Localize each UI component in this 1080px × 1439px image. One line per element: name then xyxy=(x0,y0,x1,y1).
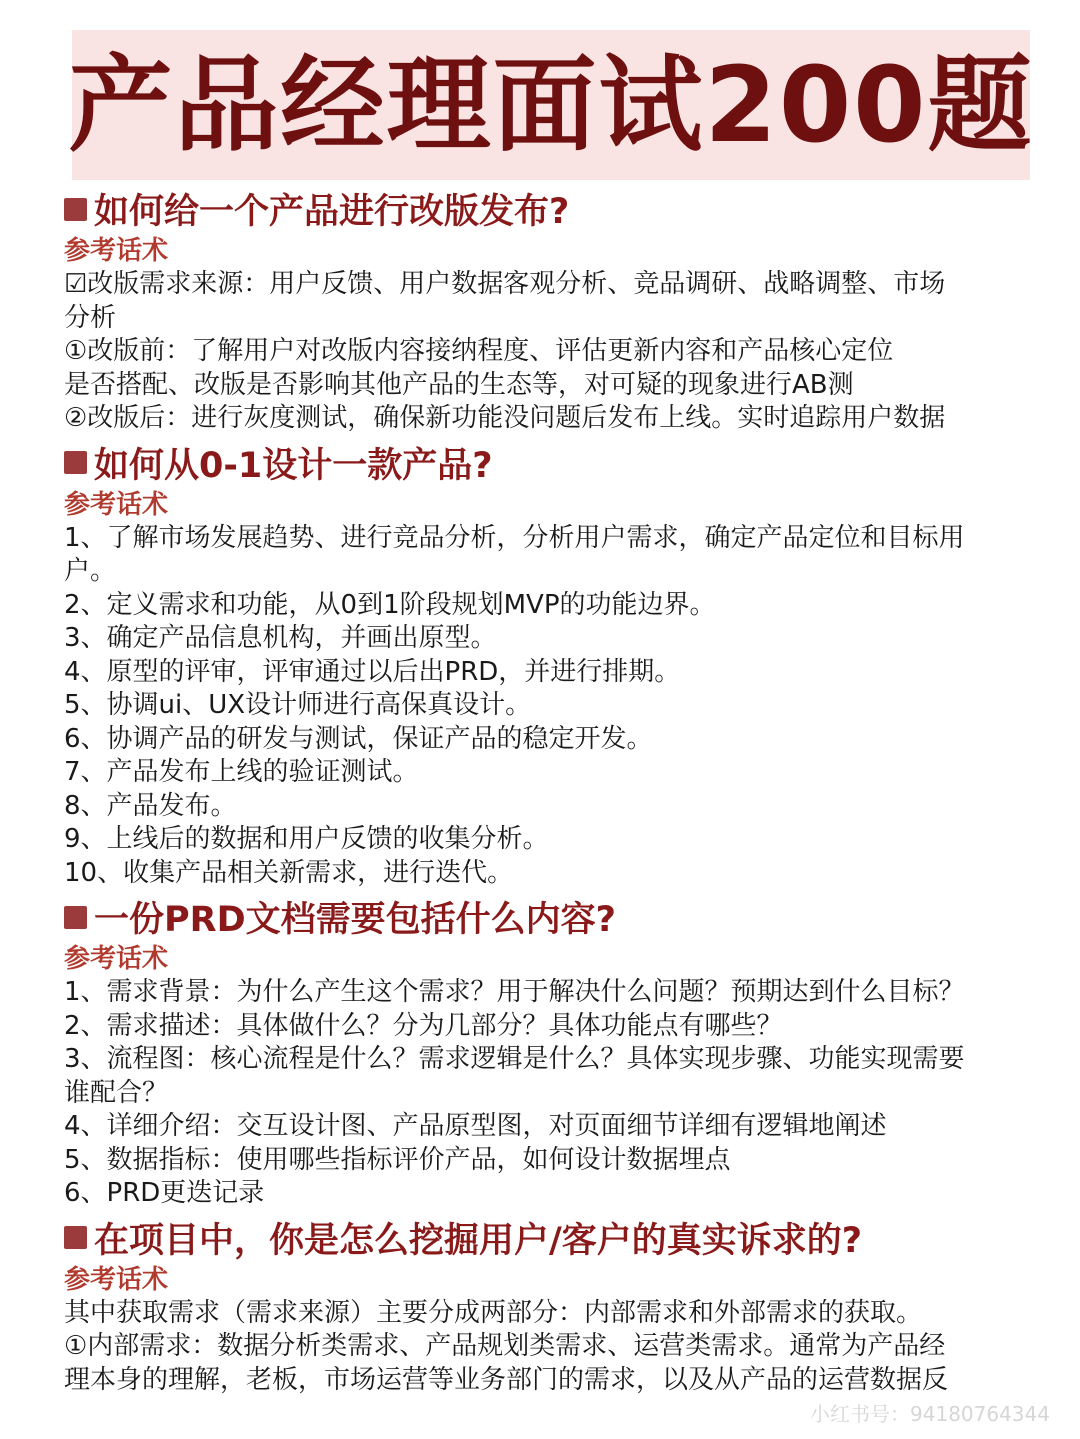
answer-line: ☑改版需求来源：用户反馈、用户数据客观分析、竞品调研、战略调整、市场 xyxy=(64,269,946,299)
answer-line: ①内部需求：数据分析类需求、产品规划类需求、运营类需求。通常为产品经 xyxy=(64,1331,946,1361)
square-bullet-icon xyxy=(64,906,87,929)
answer-line: 谁配合？ xyxy=(64,1077,169,1108)
answer-line: 2、定义需求和功能，从0到1阶段规划MVP的功能边界。 xyxy=(64,589,716,620)
question-text: 在项目中，你是怎么挖掘用户/客户的真实诉求的? xyxy=(94,1220,863,1261)
answer-line: 6、PRD更迭记录 xyxy=(64,1178,265,1208)
question-text: 如何从0-1设计一款产品? xyxy=(94,445,493,486)
question-heading xyxy=(64,1215,1044,1261)
answer-line: 8、产品发布。 xyxy=(64,790,237,821)
answer-line: 7、产品发布上线的验证测试。 xyxy=(64,757,419,787)
square-bullet-icon xyxy=(64,451,87,474)
reference-label: 参考话术 xyxy=(64,944,169,974)
answer-line: 分析 xyxy=(64,302,117,333)
answer-line: 9、上线后的数据和用户反馈的收集分析。 xyxy=(64,824,549,854)
section-3 xyxy=(64,894,1044,1211)
answer-line: 10、收集产品相关新需求，进行迭代。 xyxy=(64,857,514,888)
question-heading xyxy=(64,894,1044,940)
answer-line: 1、需求背景：为什么产生这个需求？用于解决什么问题？预期达到什么目标？ xyxy=(64,977,965,1007)
title-banner xyxy=(68,30,1034,180)
answer-line: ①改版前：了解用户对改版内容接纳程度、评估更新内容和产品核心定位 xyxy=(64,336,894,366)
answer-line: 2、需求描述：具体做什么？分为几部分？具体功能点有哪些？ xyxy=(64,1010,783,1041)
square-bullet-icon xyxy=(64,1226,87,1249)
question-text: 如何给一个产品进行改版发布? xyxy=(94,192,570,232)
section-4 xyxy=(64,1215,1044,1398)
page-title: 产品经理面试200题 xyxy=(68,44,1034,166)
answer-line: 理本身的理解，老板，市场运营等业务部门的需求，以及从产品的运营数据反 xyxy=(64,1364,949,1395)
answer-line: 5、数据指标：使用哪些指标评价产品，如何设计数据埋点 xyxy=(64,1144,731,1175)
answer-line: 是否搭配、改版是否影响其他产品的生态等，对可疑的现象进行AB测 xyxy=(64,369,854,400)
content xyxy=(64,186,1044,1401)
section-1 xyxy=(64,186,1044,436)
answer-line: 4、详细介绍：交互设计图、产品原型图，对页面细节详细有逻辑地阐述 xyxy=(64,1111,887,1141)
reference-label: 参考话术 xyxy=(64,489,169,520)
question-heading xyxy=(64,440,1044,486)
answer-line: 3、确定产品信息机构，并画出原型。 xyxy=(64,623,497,653)
reference-label: 参考话术 xyxy=(64,1264,169,1295)
answer-line: 5、协调ui、UX设计师进行高保真设计。 xyxy=(64,690,532,720)
question-heading xyxy=(64,186,1044,232)
answer-line: 户。 xyxy=(64,556,117,586)
question-text: 一份PRD文档需要包括什么内容? xyxy=(94,900,616,940)
section-2 xyxy=(64,440,1044,891)
answer-line: 3、流程图：核心流程是什么？需求逻辑是什么？具体实现步骤、功能实现需要 xyxy=(64,1044,965,1074)
answer-line: 4、原型的评审，评审通过以后出PRD，并进行排期。 xyxy=(64,656,681,687)
watermark: 小红书号：94180764344 xyxy=(810,1402,1050,1426)
square-bullet-icon xyxy=(64,198,87,221)
answer-line: 1、了解市场发展趋势、进行竞品分析，分析用户需求，确定产品定位和目标用 xyxy=(64,522,965,553)
answer-line: ②改版后：进行灰度测试，确保新功能没问题后发布上线。实时追踪用户数据 xyxy=(64,403,946,433)
reference-label: 参考话术 xyxy=(64,236,169,266)
answer-line: 6、协调产品的研发与测试，保证产品的稳定开发。 xyxy=(64,723,653,754)
answer-line: 其中获取需求（需求来源）主要分成两部分：内部需求和外部需求的获取。 xyxy=(64,1297,923,1328)
